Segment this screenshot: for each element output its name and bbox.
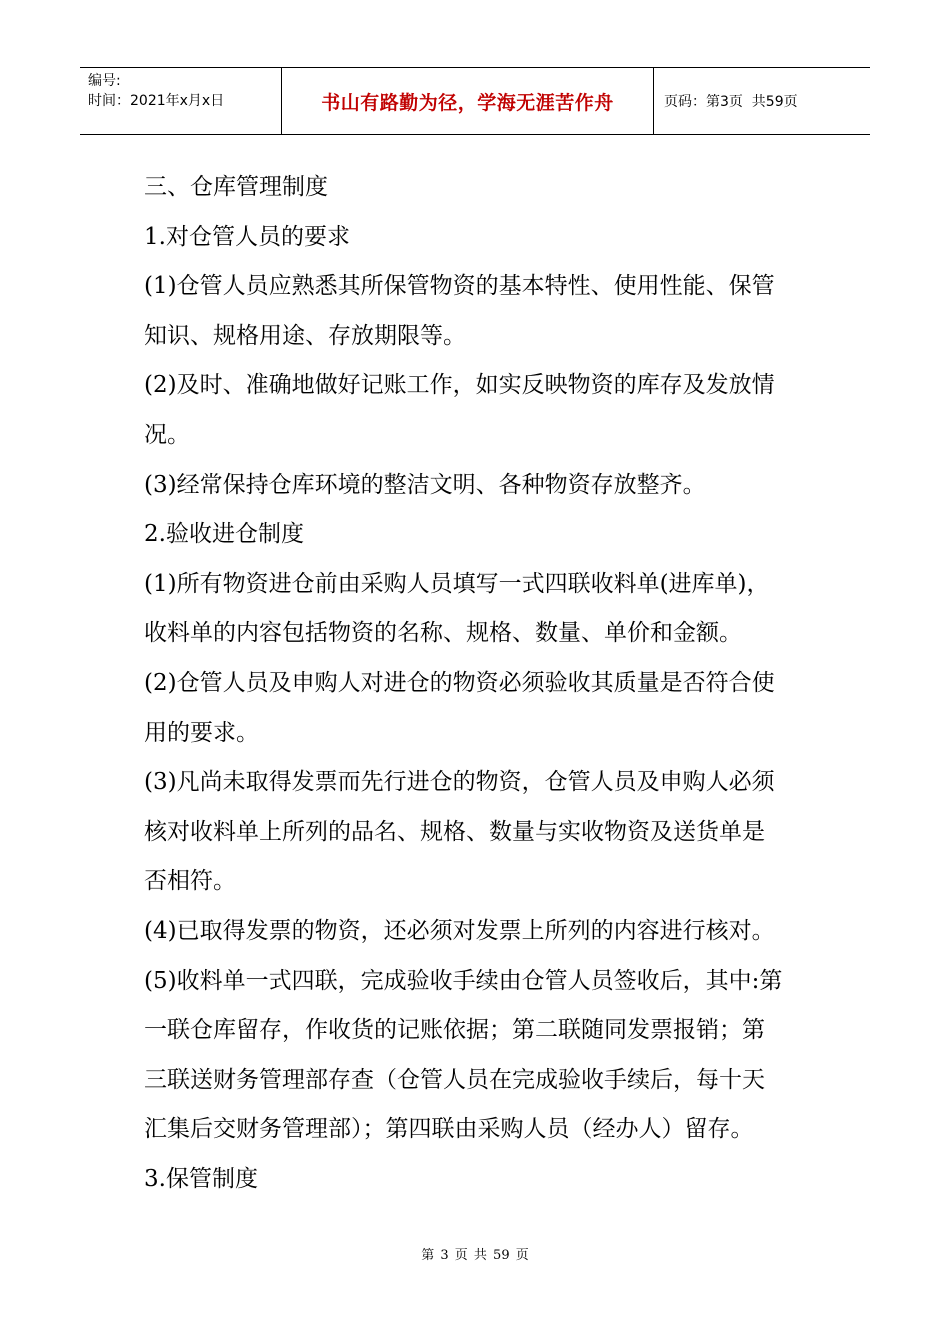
body-line: (1)仓管人员应熟悉其所保管物资的基本特性、使用性能、保管 (144, 273, 775, 300)
body-line: 三、仓库管理制度 (144, 174, 328, 200)
body-line: 2.验收进仓制度 (144, 521, 304, 548)
motto-text: 书山有路勤为径，学海无涯苦作舟 (321, 91, 614, 114)
body-line: (3)凡尚未取得发票而先行进仓的物资，仓管人员及申购人必须 (144, 769, 775, 796)
date-line: 时间：2021年x月x日 (88, 93, 225, 109)
body-line: 况。 (144, 421, 190, 448)
body-line: 汇集后交财务管理部）；第四联由采购人员（经办人）留存。 (144, 1116, 754, 1143)
header-meta-cell (80, 68, 282, 134)
document-body (144, 163, 814, 1204)
body-line: 收料单的内容包括物资的名称、规格、数量、单价和金额。 (144, 620, 742, 647)
body-line: (2)及时、准确地做好记账工作，如实反映物资的库存及发放情 (144, 372, 775, 399)
header-motto-cell (282, 68, 654, 134)
body-line: 一联仓库留存，作收货的记账依据；第二联随同发票报销；第 (144, 1017, 765, 1044)
page-header (80, 67, 870, 135)
body-line: 3.保管制度 (144, 1165, 258, 1192)
footer-page-number: 第 3 页 共 59 页 (421, 1248, 529, 1263)
body-line: 核对收料单上所列的品名、规格、数量与实收物资及送货单是 (144, 818, 765, 845)
doc-number-label: 编号: (88, 73, 121, 89)
body-line: 知识、规格用途、存放期限等。 (144, 322, 466, 349)
body-line: 用的要求。 (144, 719, 259, 746)
body-line: 否相符。 (144, 868, 236, 895)
body-line: (3)经常保持仓库环境的整洁文明、各种物资存放整齐。 (144, 471, 706, 498)
body-line: (5)收料单一式四联，完成验收手续由仓管人员签收后，其中:第 (144, 967, 783, 994)
page-footer (0, 1244, 950, 1263)
body-line: (1)所有物资进仓前由采购人员填写一式四联收料单(进库单)， (144, 570, 770, 597)
page-info: 页码：第3页 共59页 (664, 94, 798, 110)
body-line: (4)已取得发票的物资，还必须对发票上所列的内容进行核对。 (144, 917, 775, 944)
body-line: (2)仓管人员及申购人对进仓的物资必须验收其质量是否符合使 (144, 669, 775, 696)
body-line: 1.对仓管人员的要求 (144, 223, 350, 250)
body-line: 三联送财务管理部存查（仓管人员在完成验收手续后，每十天 (144, 1066, 765, 1093)
header-page-cell (654, 68, 870, 134)
